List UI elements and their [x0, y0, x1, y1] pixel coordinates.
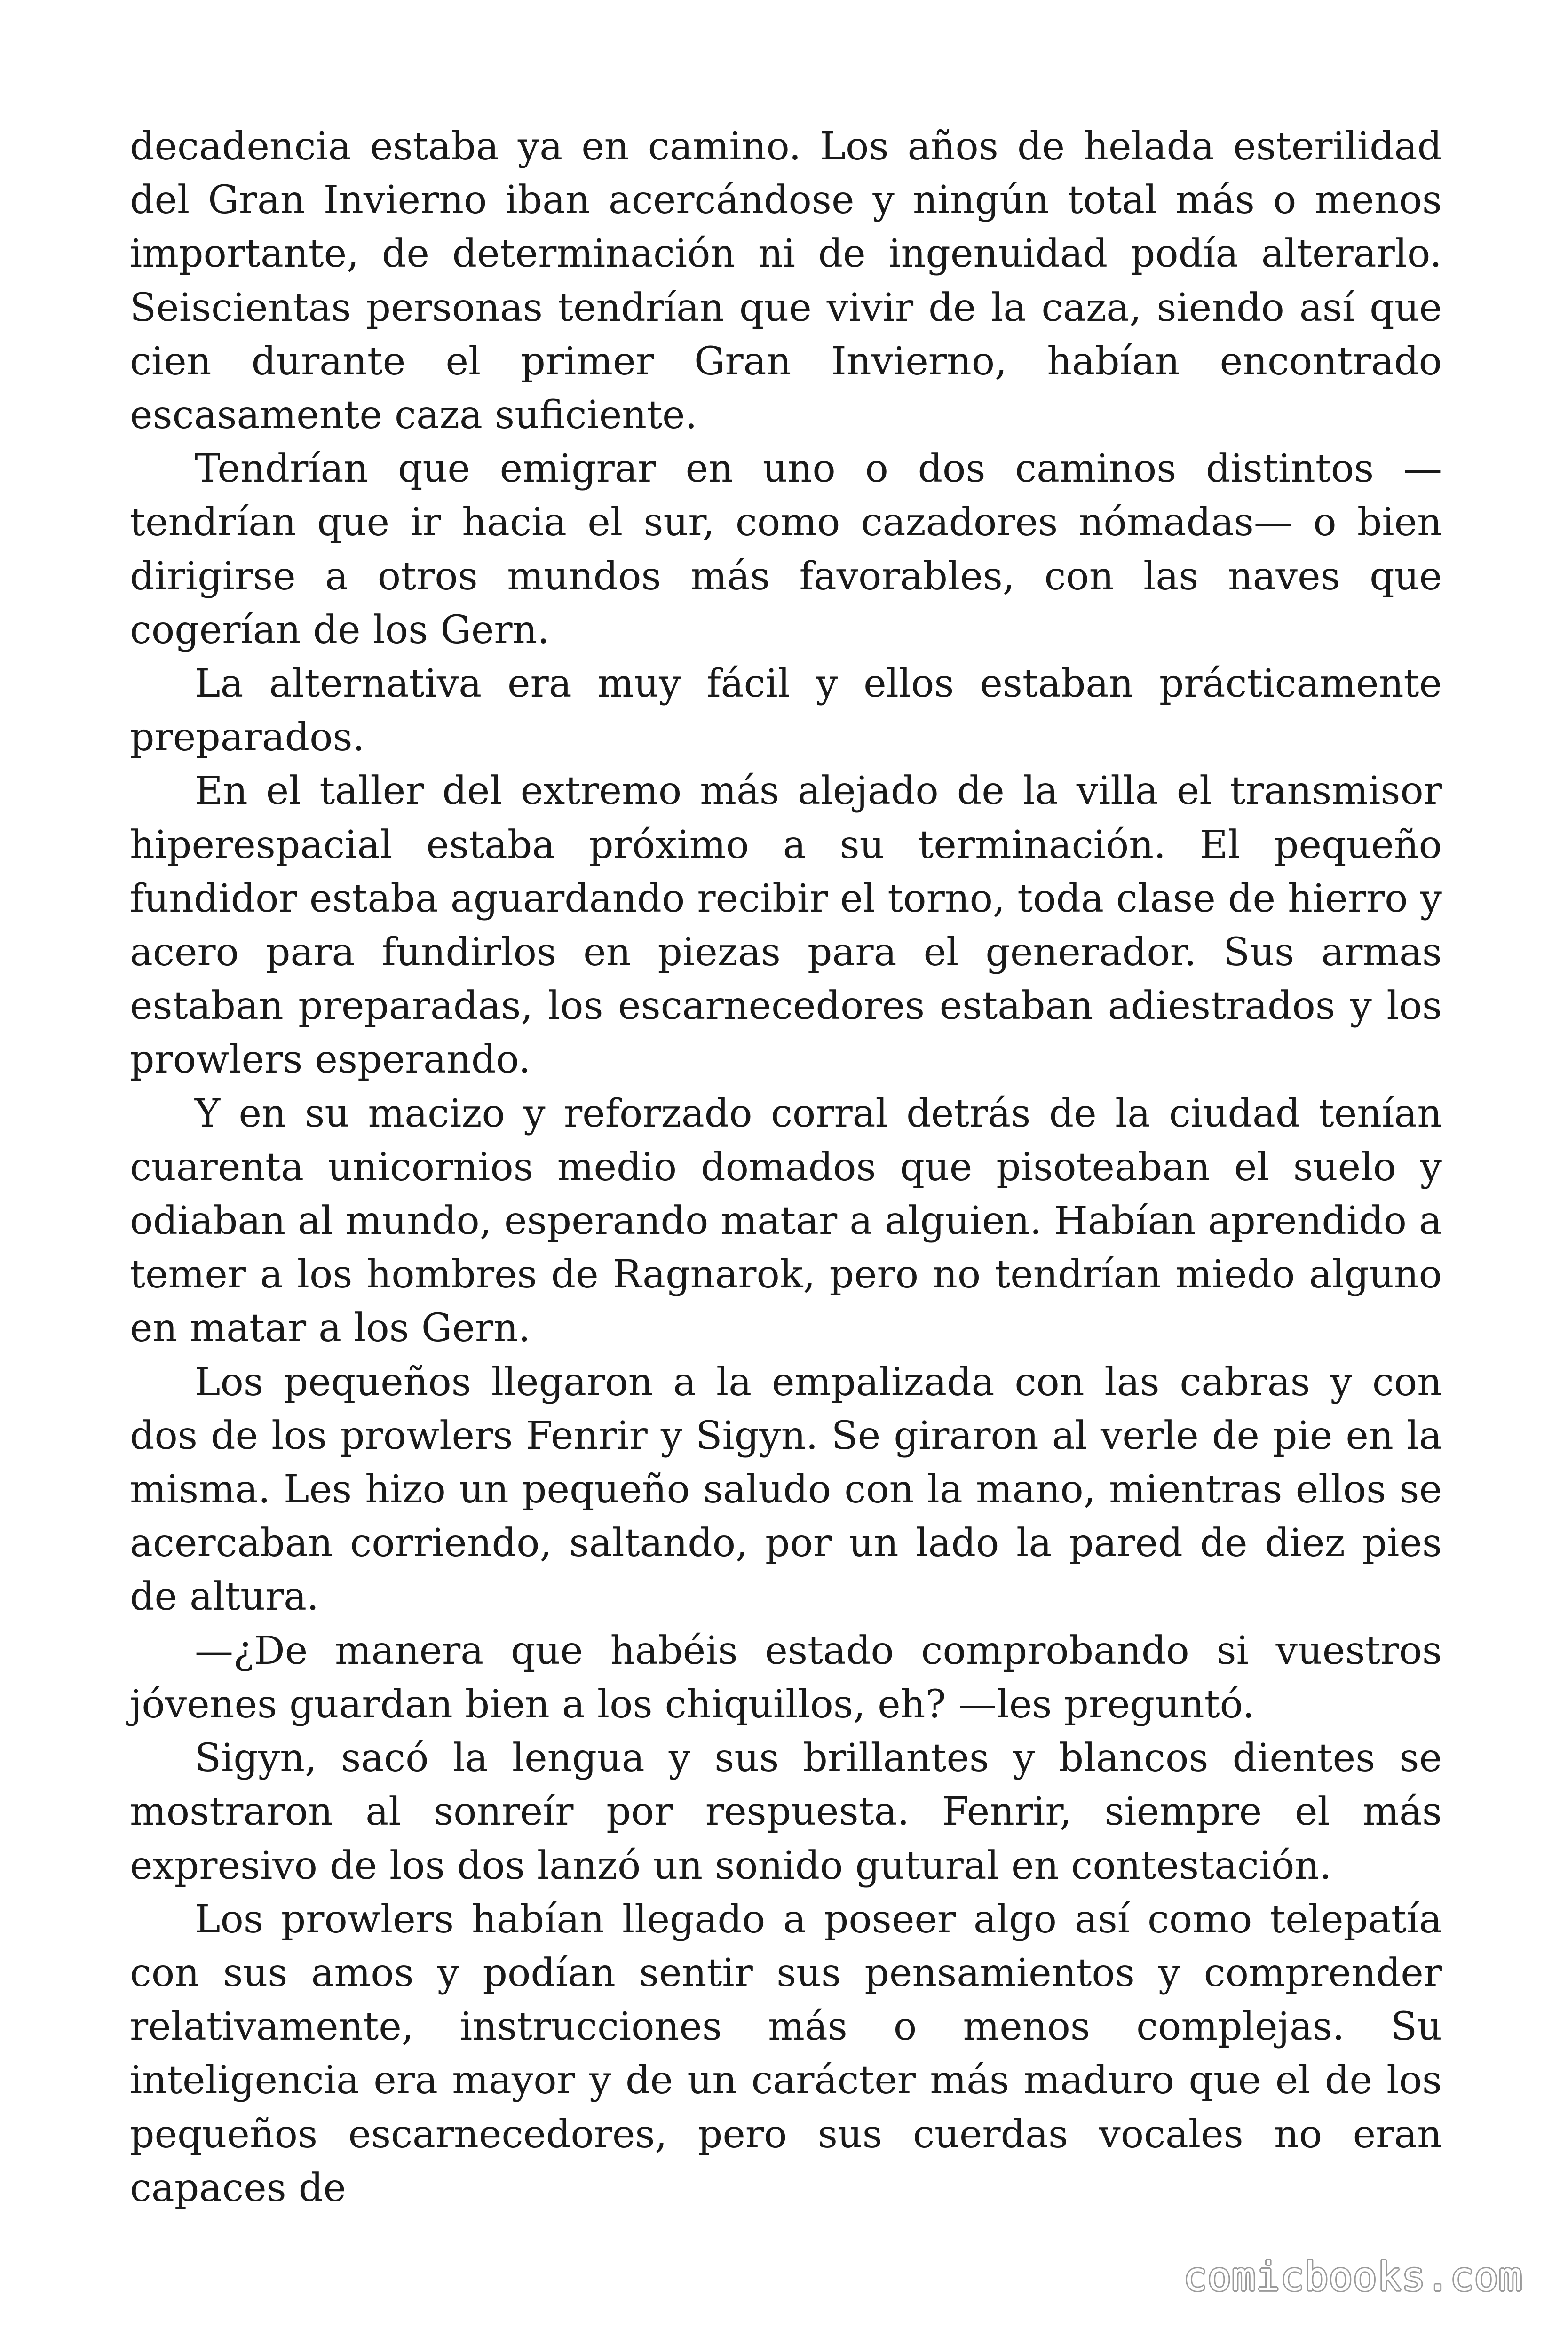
paragraph-8: Sigyn, sacó la lengua y sus brillantes y blancos dientes se mostraron al sonreír por respuesta. Fenrir, siempre el más expresivo de los dos lanzó un sonido gutural en contestación. [130, 1736, 1442, 1888]
watermark: comicbooks.com [1183, 2254, 1523, 2300]
paragraph-9: Los prowlers habían llegado a poseer algo así como telepatía con sus amos y podían sentir sus pensamientos y comprender relativamente, instrucciones más o menos complejas. Su inteligencia era mayor y de un carácter más maduro que el de los pequeños escarnecedores, pero sus cuerdas vocales no eran capaces de [130, 1897, 1442, 2210]
paragraph-4: En el taller del extremo más alejado de la villa el transmisor hiperespacial estaba próximo a su terminación. El pequeño fundidor estaba aguardando recibir el torno, toda clase de hierro y acero para fundirlos en piezas para el generador. Sus armas estaban preparadas, los escarnecedores estaban adiestrados y los prowlers esperando. [130, 769, 1442, 1082]
page-body [130, 120, 1442, 2215]
paragraph-5: Y en su macizo y reforzado corral detrás de la ciudad tenían cuarenta unicornios medio domados que pisoteaban el suelo y odiaban al mundo, esperando matar a alguien. Habían aprendido a temer a los hombres de Ragnarok, pero no tendrían miedo alguno en matar a los Gern. [130, 1091, 1442, 1351]
paragraph-7: —¿De manera que habéis estado comprobando si vuestros jóvenes guardan bien a los chiquillos, eh? —les preguntó. [130, 1628, 1442, 1727]
paragraph-1: decadencia estaba ya en camino. Los años de helada esterilidad del Gran Invierno iban acercándose y ningún total más o menos importante, de determinación ni de ingenuidad podía alterarlo. Seiscientas personas tendrían que vivir de la caza, siendo así que cien durante el primer Gran Invierno, habían encontrado escasamente caza suficiente. [130, 124, 1442, 438]
paragraph-3: La alternativa era muy fácil y ellos estaban prácticamente preparados. [130, 661, 1442, 760]
paragraph-2: Tendrían que emigrar en uno o dos caminos distintos —tendrían que ir hacia el sur, como cazadores nómadas— o bien dirigirse a otros mundos más favorables, con las naves que cogerían de los Gern. [130, 446, 1442, 652]
paragraph-6: Los pequeños llegaron a la empalizada con las cabras y con dos de los prowlers Fenrir y Sigyn. Se giraron al verle de pie en la misma. Les hizo un pequeño saludo con la mano, mientras ellos se acercaban corriendo, saltando, por un lado la pared de diez pies de altura. [130, 1359, 1442, 1620]
